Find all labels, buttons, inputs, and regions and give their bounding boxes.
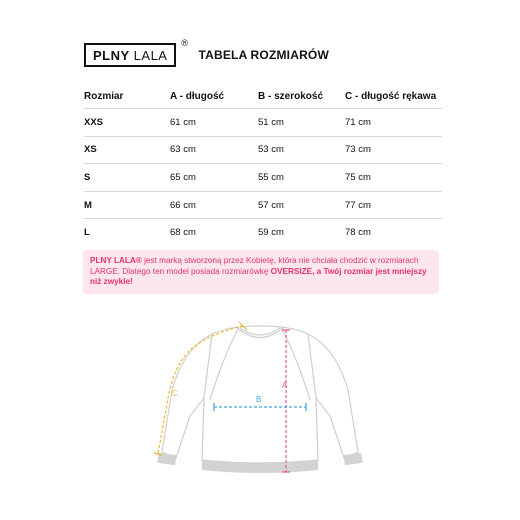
sleeve-cell: 78 cm [345,219,442,246]
table-row [84,136,442,164]
logo-bold-text: PLNY [93,47,130,63]
length-cell: 66 cm [170,191,258,219]
measure-c-line [154,322,247,455]
size-cell: M [84,191,170,219]
column-header-width: B - szerokość [258,90,324,102]
measure-c-label: C [172,389,178,398]
sweatshirt-diagram [150,320,370,485]
width-cell: 57 cm [258,191,345,219]
length-cell: 63 cm [170,136,258,164]
sleeve-cell: 77 cm [345,191,442,219]
width-cell: 55 cm [258,164,345,192]
size-cell: L [84,219,170,246]
hem-band [202,460,318,473]
header [84,38,329,67]
measure-a-label: A [282,381,288,390]
registered-mark: ® [181,38,189,48]
size-table [84,84,442,246]
width-cell: 51 cm [258,109,345,137]
length-cell: 68 cm [170,219,258,246]
table-row [84,191,442,219]
note-text-1: jest marką stworzoną przez Kobietę, która nie chciała chodzić w rozmiarach LARGE. Dlatego ten model posiada rozmiarówkę [90,256,419,276]
length-cell: 61 cm [170,109,258,137]
sleeve-cell: 71 cm [345,109,442,137]
size-cell: S [84,164,170,192]
note-text-2: , a Twój rozmiar jest mniejszy niż zwykle! [90,266,427,286]
measure-b-line [214,403,306,411]
size-cell: XS [84,136,170,164]
right-cuff [343,453,362,465]
page-title: TABELA ROZMIARÓW [198,48,329,62]
table-header-row [84,84,442,109]
width-cell: 53 cm [258,136,345,164]
sleeve-cell: 75 cm [345,164,442,192]
sleeve-cell: 73 cm [345,136,442,164]
table-row [84,164,442,192]
table-row [84,219,442,246]
size-cell: XXS [84,109,170,137]
measure-a-line [282,330,290,472]
note-oversize: OVERSIZE [270,266,313,276]
table-row [84,109,442,137]
note-brand: PLNY LALA® [90,256,142,265]
length-cell: 65 cm [170,164,258,192]
oversize-notice [83,250,439,294]
logo-light-text: LALA [133,47,168,63]
column-header-sleeve: C - długość rękawa [345,90,437,102]
column-header-length: A - długość [170,90,225,102]
width-cell: 59 cm [258,219,345,246]
brand-logo [84,38,189,67]
column-header-size: Rozmiar [84,90,124,102]
measure-b-label: B [256,395,262,404]
